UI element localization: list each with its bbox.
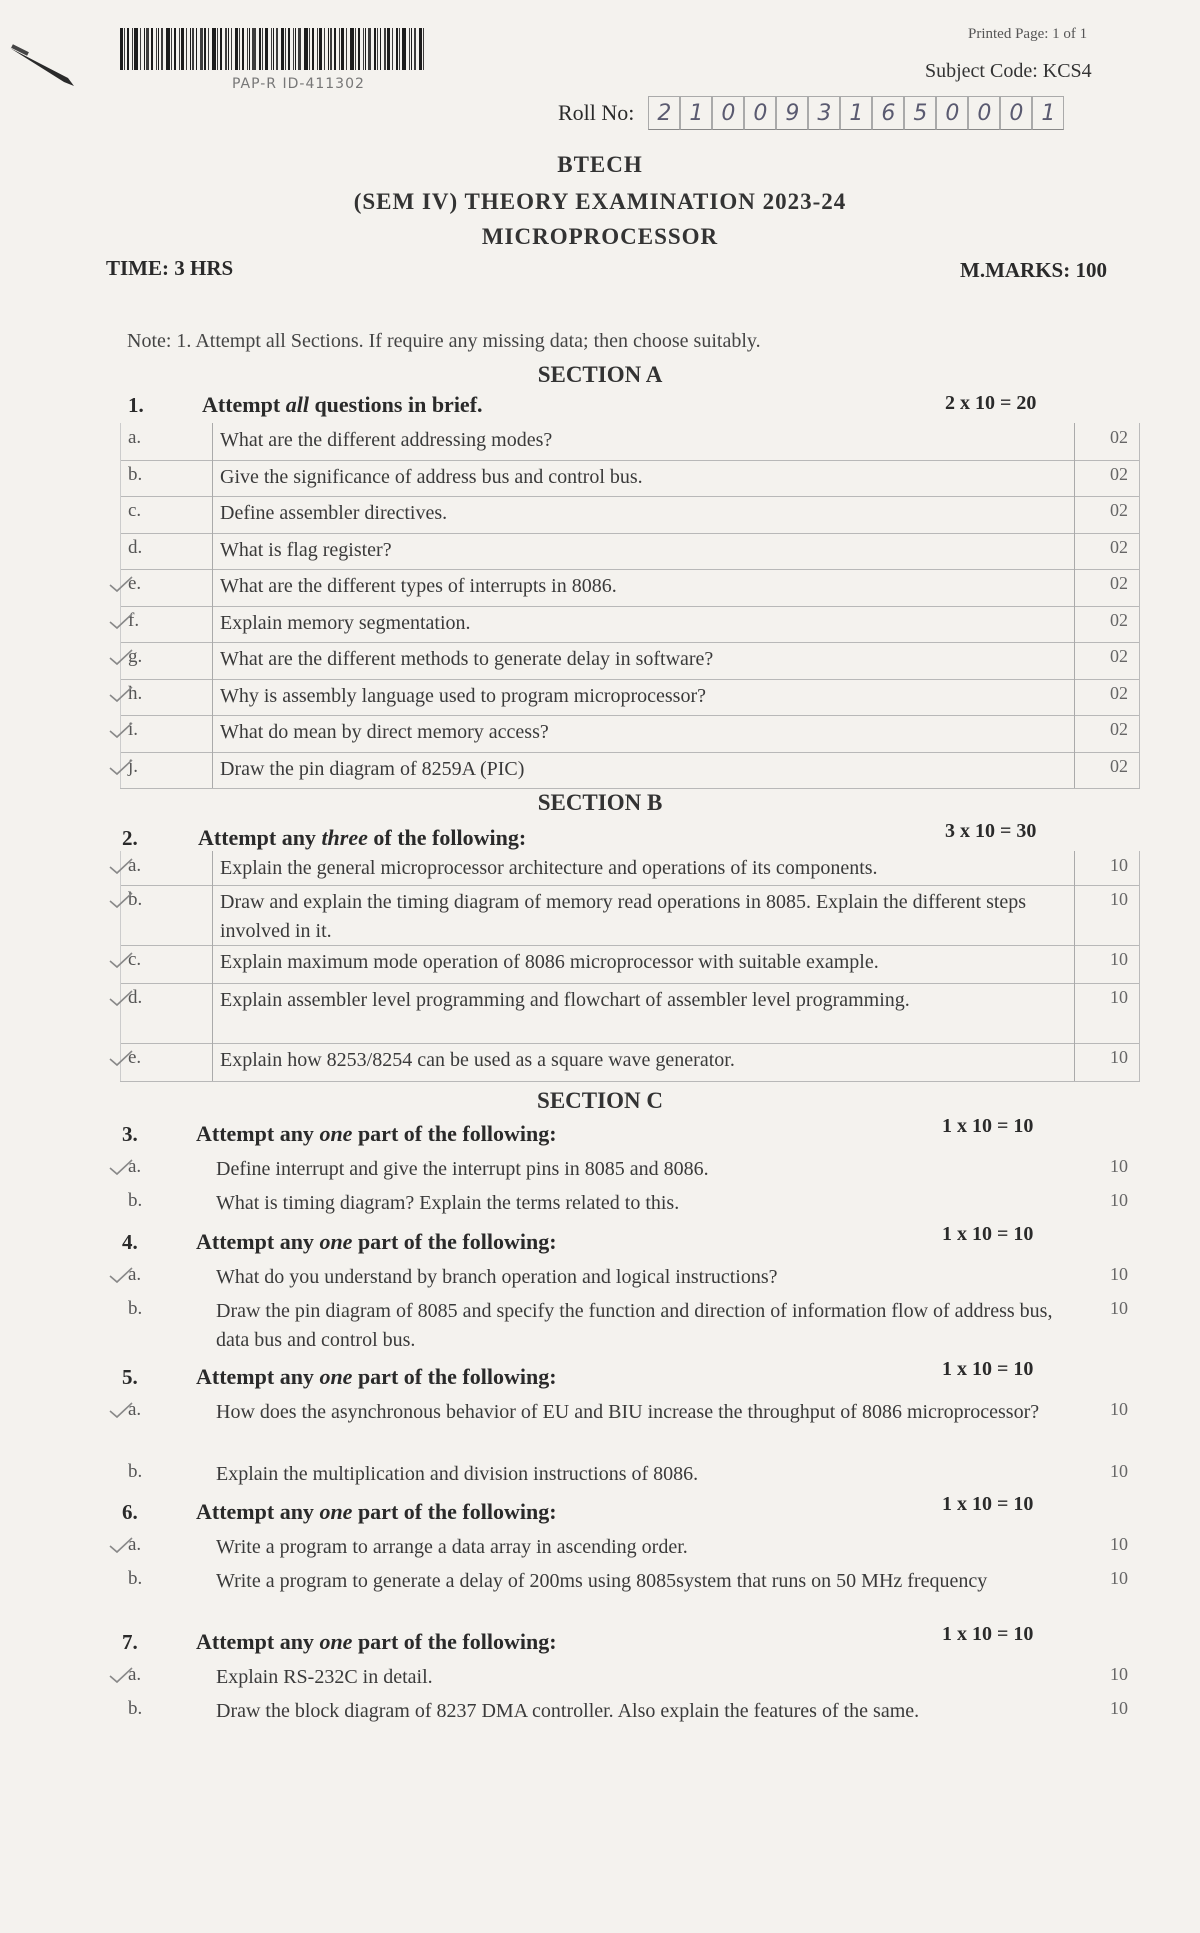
question-text: Explain how 8253/8254 can be used as a square wave generator. [220, 1049, 735, 1071]
check-mark-icon [108, 1401, 134, 1419]
question-marks: 1 x 10 = 10 [942, 1623, 1034, 1645]
table-rule [1139, 679, 1140, 716]
question-row [120, 885, 1140, 946]
roll-digit: 9 [776, 96, 808, 130]
table-rule [1074, 642, 1075, 679]
question-marks-value: 10 [1110, 1698, 1128, 1718]
table-rule [1074, 569, 1075, 606]
table-rule [1139, 533, 1140, 570]
table-rule [1074, 983, 1075, 1043]
table-rule [212, 1043, 213, 1081]
table-rule [120, 496, 121, 533]
question-row [120, 752, 1140, 790]
question-marks-value: 02 [1110, 609, 1128, 630]
roll-digit: 0 [744, 96, 776, 130]
question-marks-value: 10 [1110, 1461, 1128, 1481]
barcode-bar [309, 28, 310, 70]
roll-digit: 2 [648, 96, 680, 130]
question-marks-value: 10 [1110, 889, 1128, 909]
question-marks: 1 x 10 = 10 [942, 1115, 1034, 1137]
barcode-bar [146, 28, 149, 70]
question-row [120, 1395, 1140, 1457]
table-rule [212, 679, 213, 716]
question-text: What do you understand by branch operation and logical instructions? [216, 1266, 778, 1288]
check-mark-icon [108, 1266, 134, 1284]
barcode-bar [200, 28, 203, 70]
table-rule [212, 533, 213, 570]
question-text: Explain maximum mode operation of 8086 microprocessor with suitable example. [220, 951, 879, 973]
barcode-bar [273, 28, 274, 70]
question-label: b. [128, 1568, 143, 1589]
barcode-bar [242, 28, 244, 70]
question-marks: 1 x 10 = 10 [942, 1223, 1034, 1245]
question-label: a. [128, 1534, 142, 1555]
question-row [120, 1694, 1140, 1756]
barcode-bar [377, 28, 378, 70]
exam-note: Note: 1. Attempt all Sections. If require any missing data; then choose suitably. [127, 330, 761, 352]
question-row [120, 715, 1140, 753]
table-rule [212, 642, 213, 679]
question-text: How does the asynchronous behavior of EU and BIU increase the throughput of 8086 microprocessor? [216, 1401, 1040, 1423]
roll-label: Roll No: [558, 100, 635, 125]
table-rule [1139, 851, 1140, 885]
question-row [120, 1152, 1140, 1186]
barcode-bar [358, 28, 360, 70]
barcode-bar [396, 28, 398, 70]
table-rule [212, 460, 213, 497]
barcode-bar [295, 28, 296, 70]
check-mark-icon [108, 891, 134, 909]
question-row [120, 423, 1140, 461]
question-label: e. [128, 1047, 142, 1068]
table-rule [1139, 460, 1140, 497]
question-number: 5. [122, 1365, 138, 1389]
question-row [120, 983, 1140, 1044]
question-instruction: Attempt any one part of the following: [196, 1499, 557, 1524]
question-row [120, 606, 1140, 644]
barcode-bar [220, 28, 222, 70]
barcode-bar [285, 28, 286, 70]
question-text: Why is assembly language used to program microprocessor? [220, 684, 706, 707]
check-mark-icon [108, 951, 134, 969]
table-rule [1139, 642, 1140, 679]
table-rule [120, 460, 121, 497]
question-number: 4. [122, 1230, 138, 1254]
question-label: i. [128, 719, 139, 740]
barcode-bar [319, 28, 322, 70]
question-instruction: Attempt any one part of the following: [196, 1121, 557, 1146]
question-instruction: Attempt any one part of the following: [196, 1629, 557, 1654]
question-label: b. [128, 1298, 143, 1319]
question-text: What are the different methods to generate delay in software? [220, 648, 714, 670]
barcode-bar [363, 28, 364, 70]
question-row [120, 1294, 1140, 1356]
table-rule [1074, 423, 1075, 460]
roll-digit: 1 [840, 96, 872, 130]
question-label: c. [128, 949, 142, 970]
question-text: What are the different types of interrupts in 8086. [220, 575, 617, 597]
question-label: g. [128, 646, 143, 667]
question-marks-value: 02 [1110, 500, 1128, 520]
barcode-bar [186, 28, 187, 70]
question-text: What is timing diagram? Explain the terms related to this. [216, 1192, 680, 1214]
question-marks: 1 x 10 = 10 [942, 1358, 1034, 1380]
question-marks: 2 x 10 = 20 [945, 392, 1037, 414]
question-label: b. [128, 463, 143, 485]
question-label: a. [128, 1264, 142, 1285]
barcode-bar [132, 28, 133, 70]
table-rule [1074, 1043, 1075, 1081]
barcode-bar [181, 28, 184, 70]
question-marks-value: 02 [1110, 536, 1128, 557]
question-text: Explain the multiplication and division instructions of 8086. [216, 1463, 699, 1485]
question-row [120, 945, 1140, 984]
question-label: b. [128, 889, 143, 910]
question-row [120, 1530, 1140, 1564]
question-label: d. [128, 536, 143, 558]
table-rule [1074, 460, 1075, 497]
barcode-bar [365, 28, 366, 70]
check-mark-icon [108, 721, 134, 739]
check-mark-icon [108, 612, 134, 630]
barcode [120, 28, 495, 70]
question-marks-value: 10 [1110, 949, 1128, 969]
question-row [120, 679, 1140, 717]
exam-time: TIME: 3 HRS [106, 256, 234, 280]
barcode-bar [419, 28, 422, 70]
table-rule [1074, 715, 1075, 752]
barcode-bar [384, 28, 386, 70]
subject-title: MICROPROCESSOR [481, 224, 719, 249]
barcode-bar [239, 28, 240, 70]
table-rule [1074, 533, 1075, 570]
barcode-id: PAP-R ID-411302 [232, 76, 365, 92]
question-marks-value: 02 [1110, 463, 1128, 484]
barcode-bar [411, 28, 412, 70]
question-row [120, 1564, 1140, 1622]
question-label: a. [128, 1156, 142, 1177]
table-rule [120, 423, 121, 460]
roll-digit: 0 [936, 96, 968, 130]
question-number: 6. [122, 1500, 138, 1524]
barcode-bar [392, 28, 393, 70]
check-mark-icon [108, 1049, 134, 1067]
question-label: j. [128, 755, 139, 777]
question-marks-value: 10 [1110, 1298, 1128, 1318]
barcode-bar [341, 28, 344, 70]
barcode-bar [346, 28, 347, 70]
question-row [120, 533, 1140, 571]
barcode-bar [166, 28, 170, 70]
question-text: Write a program to generate a delay of 200ms using 8085system that runs on 50 MHz frequency [216, 1570, 988, 1592]
question-number: 3. [122, 1122, 138, 1146]
barcode-bar [259, 28, 261, 70]
max-marks: M.MARKS: 100 [960, 258, 1107, 282]
barcode-bar [339, 28, 340, 70]
barcode-bar [204, 28, 206, 70]
question-instruction: Attempt any one part of the following: [196, 1364, 557, 1389]
question-marks-value: 02 [1110, 719, 1128, 739]
question-text: Explain the general microprocessor architecture and operations of its components. [220, 857, 878, 879]
question-text: Draw and explain the timing diagram of memory read operations in 8085. Explain the different steps involved in it. [220, 891, 1027, 942]
pen-icon [8, 40, 78, 90]
question-text: Explain memory segmentation. [220, 611, 471, 634]
question-label: f. [128, 609, 140, 631]
table-rule [1139, 715, 1140, 752]
question-text: Draw the pin diagram of 8085 and specify the function and direction of information flow of address bus, data bus and control bus. [216, 1300, 1053, 1351]
barcode-bar [252, 28, 256, 70]
barcode-bar [134, 28, 138, 70]
table-rule [1139, 1043, 1140, 1081]
question-number: 2. [122, 826, 138, 850]
table-rule [1074, 752, 1075, 789]
table-rule [1074, 496, 1075, 533]
question-label: b. [128, 1461, 143, 1482]
table-rule [1074, 679, 1075, 716]
table-rule [120, 533, 121, 570]
question-row [120, 569, 1140, 607]
barcode-bar [350, 28, 354, 70]
question-text: Define assembler directives. [220, 502, 448, 524]
table-rule [1139, 496, 1140, 533]
table-rule [1139, 423, 1140, 460]
table-rule [1074, 945, 1075, 983]
question-label: a. [128, 427, 142, 448]
barcode-bar [387, 28, 390, 70]
program-title: BTECH [557, 152, 643, 177]
table-rule [212, 851, 213, 885]
barcode-bar [196, 28, 197, 70]
barcode-bar [179, 28, 180, 70]
barcode-bar [368, 28, 371, 70]
question-row [120, 642, 1140, 680]
question-instruction: Attempt any three of the following: [198, 825, 527, 850]
barcode-bar [328, 28, 329, 70]
barcode-bar [288, 28, 290, 70]
barcode-bar [317, 28, 318, 70]
question-instruction: Attempt all questions in brief. [202, 392, 483, 417]
barcode-bar [276, 28, 278, 70]
barcode-bar [374, 28, 376, 70]
question-number: 1. [128, 393, 144, 417]
table-rule [1074, 885, 1075, 945]
table-rule [1139, 945, 1140, 983]
check-mark-icon [108, 685, 134, 703]
barcode-bar [293, 28, 294, 70]
roll-digit: 1 [680, 96, 712, 130]
barcode-bar [161, 28, 163, 70]
barcode-bar [414, 28, 416, 70]
subject-code: Subject Code: KCS4 [925, 60, 1092, 82]
barcode-bar [399, 28, 400, 70]
question-label: b. [128, 1698, 143, 1719]
check-mark-icon [108, 575, 134, 593]
question-text: What is flag register? [220, 538, 392, 561]
barcode-bar [281, 28, 284, 70]
question-marks-value: 10 [1110, 1568, 1128, 1588]
barcode-bar [228, 28, 229, 70]
table-rule [212, 983, 213, 1043]
barcode-bar [355, 28, 356, 70]
table-rule [212, 496, 213, 533]
question-marks-value: 10 [1110, 1264, 1128, 1284]
barcode-bar [124, 28, 125, 70]
barcode-bar [330, 28, 332, 70]
barcode-bar [212, 28, 216, 70]
barcode-bar [235, 28, 238, 70]
question-marks-value: 10 [1110, 1534, 1128, 1554]
question-row [120, 851, 1140, 886]
barcode-bar [304, 28, 308, 70]
table-rule [1074, 606, 1075, 643]
question-text: Explain assembler level programming and flowchart of assembler level programming. [220, 989, 910, 1011]
barcode-bar [312, 28, 314, 70]
roll-digit: 5 [904, 96, 936, 130]
question-marks-value: 10 [1110, 1190, 1128, 1210]
question-text: Draw the block diagram of 8237 DMA controller. Also explain the features of the same. [216, 1700, 920, 1722]
table-rule [212, 715, 213, 752]
barcode-bar [190, 28, 191, 70]
question-row [120, 496, 1140, 534]
roll-digit: 0 [968, 96, 1000, 130]
section-a-heading: SECTION A [537, 362, 663, 387]
question-row [120, 1457, 1140, 1491]
question-label: d. [128, 987, 143, 1008]
check-mark-icon [108, 1536, 134, 1554]
table-rule [1139, 569, 1140, 606]
session-title: (SEM IV) THEORY EXAMINATION 2023-24 [353, 189, 847, 214]
question-row [120, 460, 1140, 498]
question-marks-value: 10 [1110, 1156, 1128, 1176]
question-instruction: Attempt any one part of the following: [196, 1229, 557, 1254]
barcode-bar [156, 28, 157, 70]
question-text: What are the different addressing modes? [220, 429, 553, 451]
printed-page: Printed Page: 1 of 1 [968, 26, 1088, 42]
roll-digit: 0 [1000, 96, 1032, 130]
barcode-bar [265, 28, 268, 70]
roll-digit: 6 [872, 96, 904, 130]
roll-digit: 0 [712, 96, 744, 130]
table-rule [212, 569, 213, 606]
question-marks-value: 02 [1110, 682, 1128, 703]
check-mark-icon [108, 1666, 134, 1684]
barcode-bar [249, 28, 250, 70]
barcode-bar [174, 28, 176, 70]
question-label: a. [128, 855, 142, 876]
question-marks-value: 10 [1110, 1664, 1128, 1684]
roll-number [558, 96, 1064, 130]
table-rule [1139, 983, 1140, 1043]
table-rule [212, 752, 213, 789]
question-text: What do mean by direct memory access? [220, 721, 549, 743]
question-marks-value: 10 [1110, 1047, 1128, 1067]
question-marks-value: 02 [1110, 427, 1128, 447]
question-text: Draw the pin diagram of 8259A (PIC) [220, 757, 525, 780]
question-row [120, 1186, 1140, 1220]
barcode-bar [225, 28, 227, 70]
check-mark-icon [108, 857, 134, 875]
barcode-bar [151, 28, 153, 70]
barcode-bar [334, 28, 336, 70]
table-rule [212, 423, 213, 460]
question-text: Give the significance of address bus and control bus. [220, 465, 643, 488]
question-marks-value: 02 [1110, 573, 1128, 593]
check-mark-icon [108, 758, 134, 776]
question-label: h. [128, 682, 143, 704]
question-label: a. [128, 1664, 142, 1685]
question-marks-value: 10 [1110, 987, 1128, 1007]
table-rule [1074, 851, 1075, 885]
question-marks-value: 02 [1110, 646, 1128, 666]
table-rule [212, 606, 213, 643]
question-text: Write a program to arrange a data array in ascending order. [216, 1536, 688, 1558]
barcode-bar [298, 28, 301, 70]
table-rule [1139, 606, 1140, 643]
question-row [120, 1260, 1140, 1294]
barcode-bar [171, 28, 172, 70]
barcode-bar [158, 28, 159, 70]
roll-boxes [648, 96, 1064, 130]
table-rule [1139, 752, 1140, 789]
check-mark-icon [108, 648, 134, 666]
barcode-bar [247, 28, 248, 70]
question-number: 7. [122, 1630, 138, 1654]
question-row [120, 1660, 1140, 1694]
barcode-bar [208, 28, 209, 70]
check-mark-icon [108, 1158, 134, 1176]
roll-digit: 3 [808, 96, 840, 130]
question-text: Define interrupt and give the interrupt pins in 8085 and 8086. [216, 1158, 709, 1180]
section-b-heading: SECTION B [537, 790, 663, 815]
barcode-bar [402, 28, 406, 70]
barcode-bar [120, 28, 123, 70]
table-rule [212, 945, 213, 983]
barcode-bar [271, 28, 272, 70]
table-rule [212, 885, 213, 945]
question-marks-value: 02 [1110, 755, 1128, 776]
barcode-bar [140, 28, 141, 70]
roll-digit: 1 [1032, 96, 1064, 130]
question-label: a. [128, 1399, 142, 1420]
barcode-bar [409, 28, 410, 70]
barcode-bar [231, 28, 232, 70]
barcode-bar [217, 28, 218, 70]
question-marks-value: 10 [1110, 1399, 1128, 1419]
question-marks-value: 10 [1110, 855, 1128, 875]
question-row [120, 1043, 1140, 1082]
barcode-bar [380, 28, 381, 70]
barcode-bar [192, 28, 194, 70]
barcode-bar [324, 28, 325, 70]
barcode-bar [262, 28, 263, 70]
table-rule [1139, 885, 1140, 945]
question-label: c. [128, 500, 142, 521]
question-marks: 1 x 10 = 10 [942, 1493, 1034, 1515]
barcode-bar [423, 28, 424, 70]
section-c-heading: SECTION C [537, 1088, 663, 1113]
question-text: Explain RS-232C in detail. [216, 1666, 433, 1688]
barcode-bar [127, 28, 129, 70]
question-marks: 3 x 10 = 30 [945, 820, 1037, 842]
check-mark-icon [108, 989, 134, 1007]
question-label: e. [128, 573, 142, 594]
barcode-bar [144, 28, 145, 70]
question-label: b. [128, 1190, 143, 1211]
